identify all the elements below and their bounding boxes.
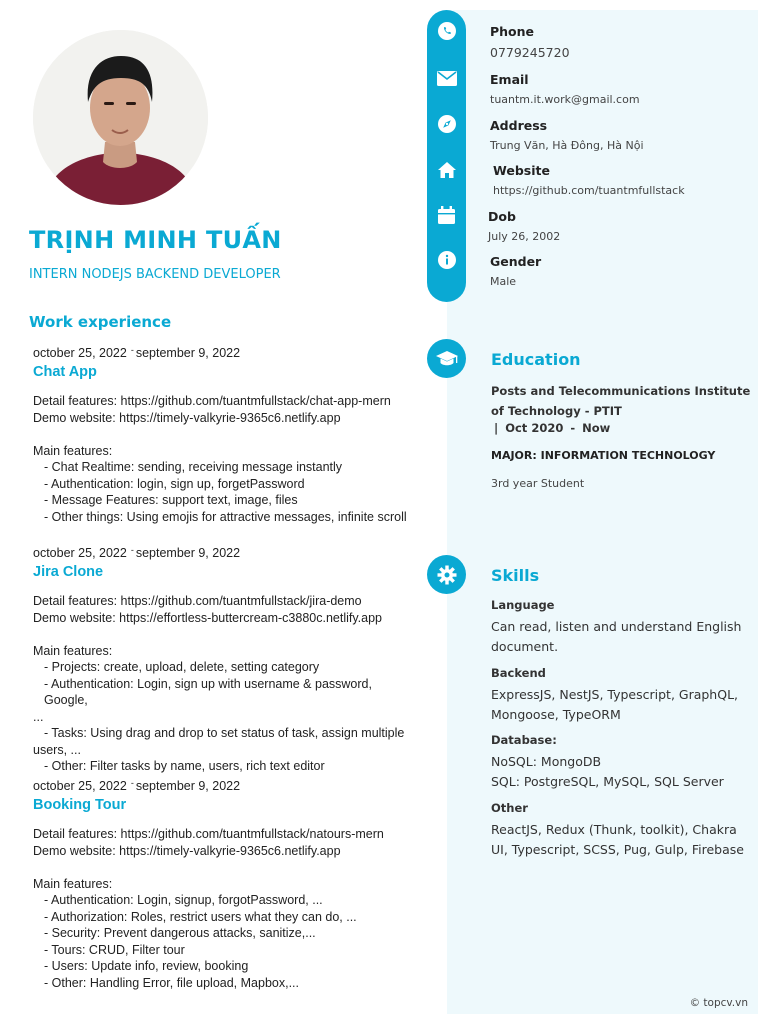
date-dash: -	[570, 421, 576, 435]
job-detail-link: Detail features: https://github.com/tuantmfullstack/chat-app-mern	[33, 394, 391, 408]
job-dates	[33, 345, 418, 360]
contact-phone	[490, 24, 570, 60]
job-title: Booking Tour	[33, 797, 127, 813]
job-description	[33, 393, 418, 525]
footer-credit: © topcv.vn	[689, 997, 748, 1009]
job-title: Jira Clone	[33, 564, 104, 580]
job-end: september 9, 2022	[135, 779, 241, 793]
envelope-icon	[427, 66, 466, 90]
feature-item: - Authentication: Login, signup, forgotPassword, ...	[44, 893, 323, 907]
job-start: october 25, 2022	[33, 346, 127, 360]
feature-item: - Projects: create, upload, delete, setting category	[44, 660, 320, 674]
job-end: september 9, 2022	[135, 346, 241, 360]
skill-group-database	[491, 733, 753, 792]
contact-dob	[488, 209, 560, 243]
feature-item: - Message Features: support text, image, files	[44, 493, 298, 507]
feature-item: - Authentication: login, sign up, forgetPassword	[44, 476, 305, 491]
graduation-cap-icon	[427, 339, 466, 378]
education-start: Oct 2020	[505, 421, 564, 435]
education-title: Education	[491, 350, 581, 369]
avatar	[33, 30, 208, 205]
contact-address	[490, 118, 644, 152]
person-name: TRỊNH MINH TUẤN	[29, 226, 282, 254]
work-experience-title: Work experience	[29, 313, 172, 331]
skill-line: NoSQL: MongoDB	[491, 754, 602, 769]
features-label: Main features:	[33, 443, 113, 458]
feature-item: - Other: Handling Error, file upload, Mapbox,...	[44, 975, 299, 990]
job-demo-link: Demo website: https://effortless-buttercream-c3880c.netlify.app	[33, 610, 383, 625]
date-dash: -	[130, 778, 134, 788]
contact-label: Email	[490, 72, 529, 87]
contact-label: Gender	[490, 254, 542, 269]
contact-value: Male	[490, 275, 517, 288]
job-dates	[33, 545, 418, 560]
skill-category: Language	[491, 598, 555, 612]
contact-value: July 26, 2002	[488, 230, 561, 243]
calendar-icon	[427, 203, 466, 227]
skill-description: ReactJS, Redux (Thunk, toolkit), Chakra UI, Typescript, SCSS, Pug, Gulp, Firebase	[491, 822, 744, 857]
date-dash: -	[130, 545, 134, 555]
feature-item: ...	[33, 709, 44, 724]
job-detail-link: Detail features: https://github.com/tuantmfullstack/jira-demo	[33, 594, 362, 608]
job-start: october 25, 2022	[33, 546, 127, 560]
contact-gender	[490, 254, 541, 288]
info-icon	[427, 248, 466, 272]
skill-description: ExpressJS, NestJS, Typescript, GraphQL, Mongoose, TypeORM	[491, 687, 739, 722]
feature-item: - Tours: CRUD, Filter tour	[44, 942, 185, 957]
phone-icon	[427, 19, 466, 43]
contact-label: Dob	[488, 209, 516, 224]
sidebar-panel	[447, 10, 758, 1014]
education-note: 3rd year Student	[491, 477, 585, 490]
contact-label: Phone	[490, 24, 535, 39]
feature-item: users, ...	[33, 742, 81, 757]
date-dash: -	[130, 345, 134, 355]
contact-value: 0779245720	[490, 45, 570, 60]
skill-category: Backend	[491, 666, 546, 680]
job-entry	[33, 778, 418, 991]
job-demo-link: Demo website: https://timely-valkyrie-9365c6.netlify.app	[33, 843, 341, 858]
feature-item: - Other things: Using emojis for attractive messages, infinite scroll	[44, 509, 407, 524]
skill-description: Can read, listen and understand English document.	[491, 619, 742, 654]
compass-icon	[427, 112, 466, 136]
job-demo-link: Demo website: https://timely-valkyrie-9365c6.netlify.app	[33, 410, 341, 425]
feature-item: - Other: Filter tasks by name, users, rich text editor	[44, 759, 325, 773]
person-role: INTERN NODEJS BACKEND DEVELOPER	[29, 267, 281, 282]
job-entry	[33, 545, 418, 775]
job-entry	[33, 345, 418, 525]
skill-line: SQL: PostgreSQL, MySQL, SQL Server	[491, 774, 724, 789]
feature-item: - Chat Realtime: sending, receiving message instantly	[44, 460, 343, 474]
job-detail-link: Detail features: https://github.com/tuantmfullstack/natours-mern	[33, 827, 384, 841]
job-description	[33, 593, 418, 775]
skill-group-other	[491, 801, 753, 860]
contact-icon-rail	[427, 10, 466, 302]
gear-icon	[427, 555, 466, 594]
contact-website	[493, 163, 685, 197]
feature-item: - Tasks: Using drag and drop to set status of task, assign multiple	[44, 726, 405, 740]
skill-category: Database:	[491, 733, 557, 747]
skill-description	[491, 752, 753, 792]
feature-item: - Security: Prevent dangerous attacks, sanitize,...	[44, 926, 316, 940]
home-icon	[427, 158, 466, 182]
education-school: Posts and Telecommunications Institute of Technology - PTIT	[491, 384, 751, 418]
skill-group-backend	[491, 666, 753, 725]
education-end: Now	[582, 421, 611, 435]
job-end: september 9, 2022	[135, 546, 241, 560]
skill-group-language	[491, 598, 753, 657]
contact-value: Trung Văn, Hà Đông, Hà Nội	[490, 139, 644, 152]
job-dates	[33, 778, 418, 793]
date-separator: |	[494, 421, 499, 435]
features-label: Main features:	[33, 876, 113, 891]
job-start: october 25, 2022	[33, 779, 127, 793]
contact-label: Website	[493, 163, 550, 178]
feature-item: - Authorization: Roles, restrict users what they can do, ...	[44, 909, 357, 924]
skills-title: Skills	[491, 566, 540, 585]
feature-item: - Users: Update info, review, booking	[44, 959, 249, 973]
job-title: Chat App	[33, 364, 97, 380]
features-label: Main features:	[33, 643, 113, 658]
skill-category: Other	[491, 801, 528, 815]
education-major: MAJOR: INFORMATION TECHNOLOGY	[491, 449, 716, 462]
education-dates	[494, 421, 610, 435]
contact-value: tuantm.it.work@gmail.com	[490, 93, 640, 106]
contact-value: https://github.com/tuantmfullstack	[493, 184, 685, 197]
contact-email	[490, 72, 640, 106]
contact-label: Address	[490, 118, 548, 133]
feature-item: - Authentication: Login, sign up with username & password, Google,	[44, 676, 372, 707]
job-description	[33, 826, 418, 991]
